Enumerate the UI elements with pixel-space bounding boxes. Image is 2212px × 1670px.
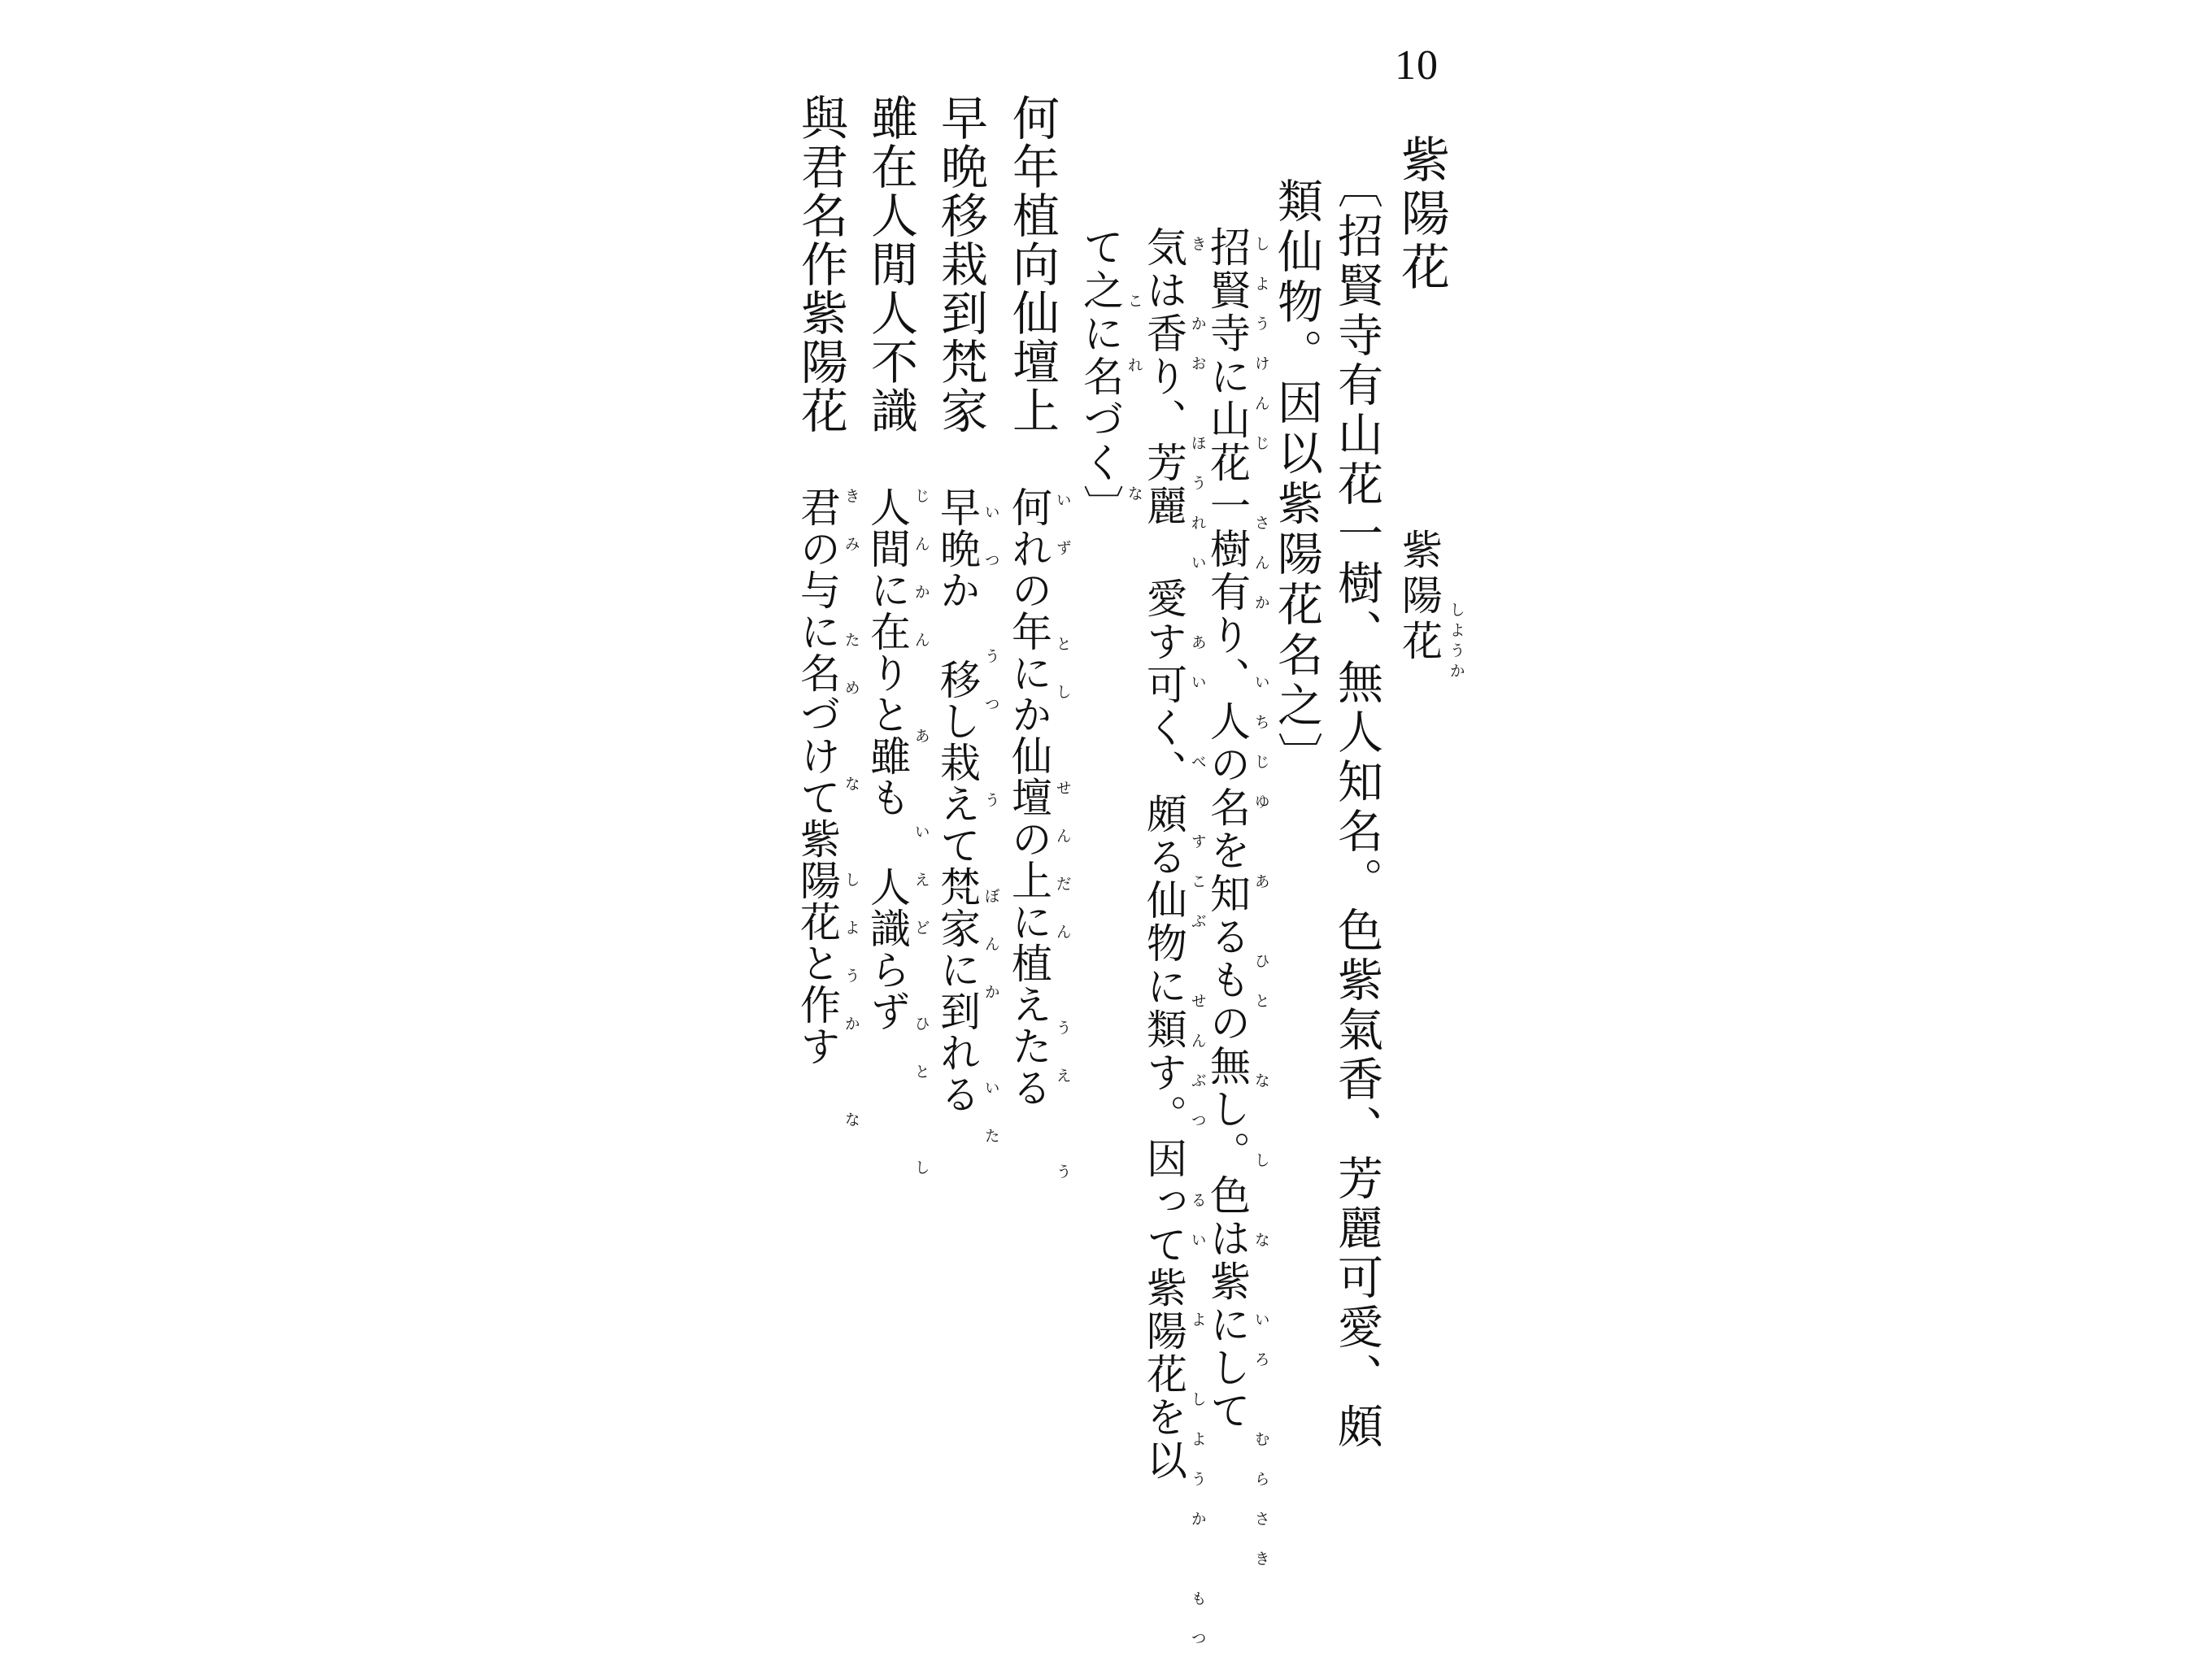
poem-yomikudashi-line-1: 何れの年にか仙壇の上に植えたる	[1005, 486, 1052, 1108]
preface-ruby-2: き かお ほうれい あい べ すこぶ せんぶつ るい よ しようか もつ	[1188, 236, 1207, 1670]
preface-kanbun-line-1: 〔招賢寺有山花一樹、無人知名。色紫氣香、芳麗可愛、頗	[1330, 163, 1383, 1452]
poem-title: 紫陽花	[1393, 134, 1450, 295]
poem-ruby-2: いつ うつ う ぼんか いた	[982, 504, 1000, 1176]
page-number: 10	[1395, 42, 1439, 89]
poem-ruby-4: きみ ため な しようか な	[842, 488, 860, 1159]
poem-yomikudashi-line-4: 君の与に名づけて紫陽花と作す	[794, 486, 841, 1067]
preface-kanbun-line-2: 類仙物。因以紫陽花名之〕	[1270, 177, 1323, 782]
preface-yomikudashi-line-2: 気は香り、芳麗 愛す可く、頗る仙物に類す。因って紫陽花を以	[1140, 226, 1187, 1482]
preface-yomikudashi-line-3: て之に名づく〕	[1077, 226, 1124, 528]
poem-kanbun-line-2: 早晩移栽到梵家	[933, 94, 988, 435]
poem-yomikudashi-line-2: 早晩か 移し栽えて梵家に到れる	[934, 486, 981, 1115]
poem-yomikudashi-line-3: 人間に在りと雖も 人識らず	[864, 486, 911, 1032]
poem-title-reading: 紫陽花	[1396, 528, 1443, 665]
poem-kanbun-line-3: 雖在人閒人不識	[863, 94, 918, 435]
preface-ruby-3: これ な	[1125, 293, 1143, 550]
poem-ruby-1: いず とし せんだん うえ う	[1053, 492, 1072, 1211]
poem-kanbun-line-1: 何年植向仙壇上	[1004, 94, 1060, 435]
preface-ruby-1: しようけんじ さんか いちじゆ あ ひと な し な いろ むらさき	[1252, 236, 1270, 1590]
title-ruby: しようか	[1447, 602, 1465, 683]
poem-kanbun-line-4: 與君名作紫陽花	[793, 94, 848, 435]
poem-ruby-3: じんかん あ いえど ひと し	[912, 488, 930, 1207]
preface-yomikudashi-line-1: 招賢寺に山花一樹有り、人の名を知るもの無し。色は紫にして	[1204, 226, 1251, 1433]
